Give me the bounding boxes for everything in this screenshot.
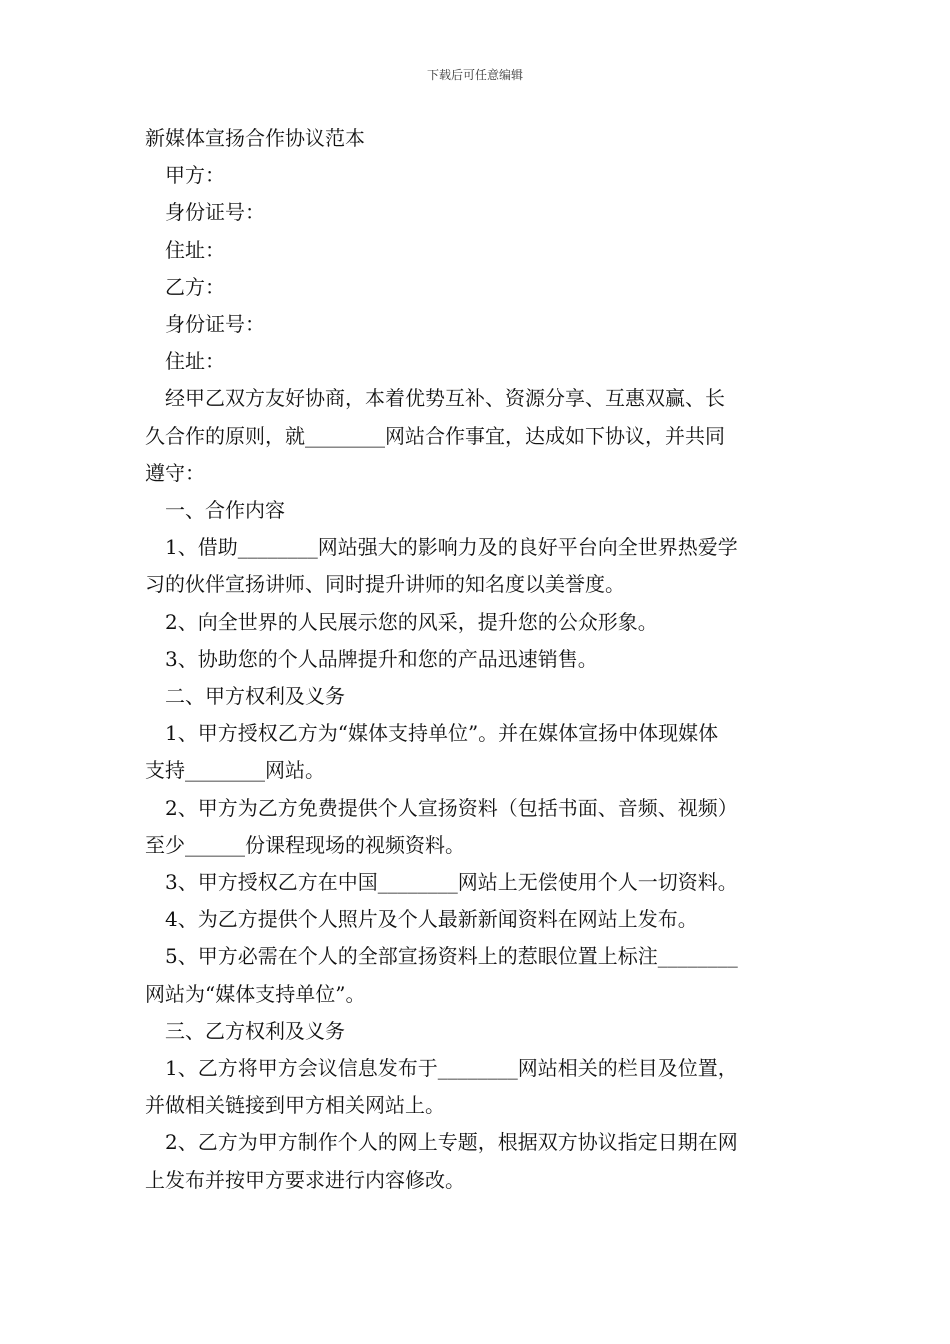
paragraph-line: 甲方： (165, 163, 225, 188)
paragraph-line: 1、甲方授权乙方为“媒体支持单位”。并在媒体宣扬中体现媒体 (165, 721, 719, 746)
paragraph-line: 经甲乙双方友好协商，本着优势互补、资源分享、互惠双赢、长 (165, 386, 725, 411)
paragraph-line: 1、乙方将甲方会议信息发布于________网站相关的栏目及位置， (165, 1056, 738, 1081)
paragraph-line: 3、协助您的个人品牌提升和您的产品迅速销售。 (165, 646, 598, 671)
paragraph-line: 一、合作内容 (165, 498, 285, 523)
document-lines (145, 157, 807, 1199)
paragraph-line: 二、甲方权利及义务 (165, 684, 345, 709)
paragraph-line: 久合作的原则，就________网站合作事宜，达成如下协议，并共同 (145, 423, 725, 448)
paragraph-line: 1、借助________网站强大的影响力及的良好平台向全世界热爱学 (165, 535, 738, 560)
paragraph-line: 住址： (165, 349, 225, 374)
paragraph-line: 2、甲方为乙方免费提供个人宣扬资料（包括书面、音频、视频） (165, 795, 738, 820)
paragraph-line: 4、为乙方提供个人照片及个人最新新闻资料在网站上发布。 (165, 907, 698, 932)
header-note: 下载后可任意编辑 (426, 68, 523, 82)
paragraph-line: 3、甲方授权乙方在中国________网站上无偿使用个人一切资料。 (165, 870, 738, 895)
paragraph-line: 三、乙方权利及义务 (165, 1018, 345, 1043)
paragraph-line: 上发布并按甲方要求进行内容修改。 (145, 1167, 465, 1192)
paragraph-line: 网站为“媒体支持单位”。 (145, 981, 366, 1006)
paragraph-line: 习的伙伴宣扬讲师、同时提升讲师的知名度以美誉度。 (145, 572, 625, 597)
paragraph-line: 并做相关链接到甲方相关网站上。 (145, 1093, 445, 1118)
paragraph-line: 5、甲方必需在个人的全部宣扬资料上的惹眼位置上标注________ (165, 944, 738, 969)
document-body (145, 120, 807, 1199)
paragraph-line: 住址： (165, 237, 225, 262)
paragraph-line: 遵守： (145, 460, 205, 485)
paragraph-line: 2、乙方为甲方制作个人的网上专题，根据双方协议指定日期在网 (165, 1130, 738, 1155)
paragraph-line: 2、向全世界的人民展示您的风采，提升您的公众形象。 (165, 609, 658, 634)
paragraph-line: 身份证号： (165, 312, 265, 337)
paragraph-line: 乙方： (165, 274, 225, 299)
paragraph-line: 支持________网站。 (145, 758, 325, 783)
paragraph-line: 至少______份课程现场的视频资料。 (145, 832, 465, 857)
document-title: 新媒体宣扬合作协议范本 (145, 126, 365, 150)
paragraph-line: 身份证号： (165, 200, 265, 225)
